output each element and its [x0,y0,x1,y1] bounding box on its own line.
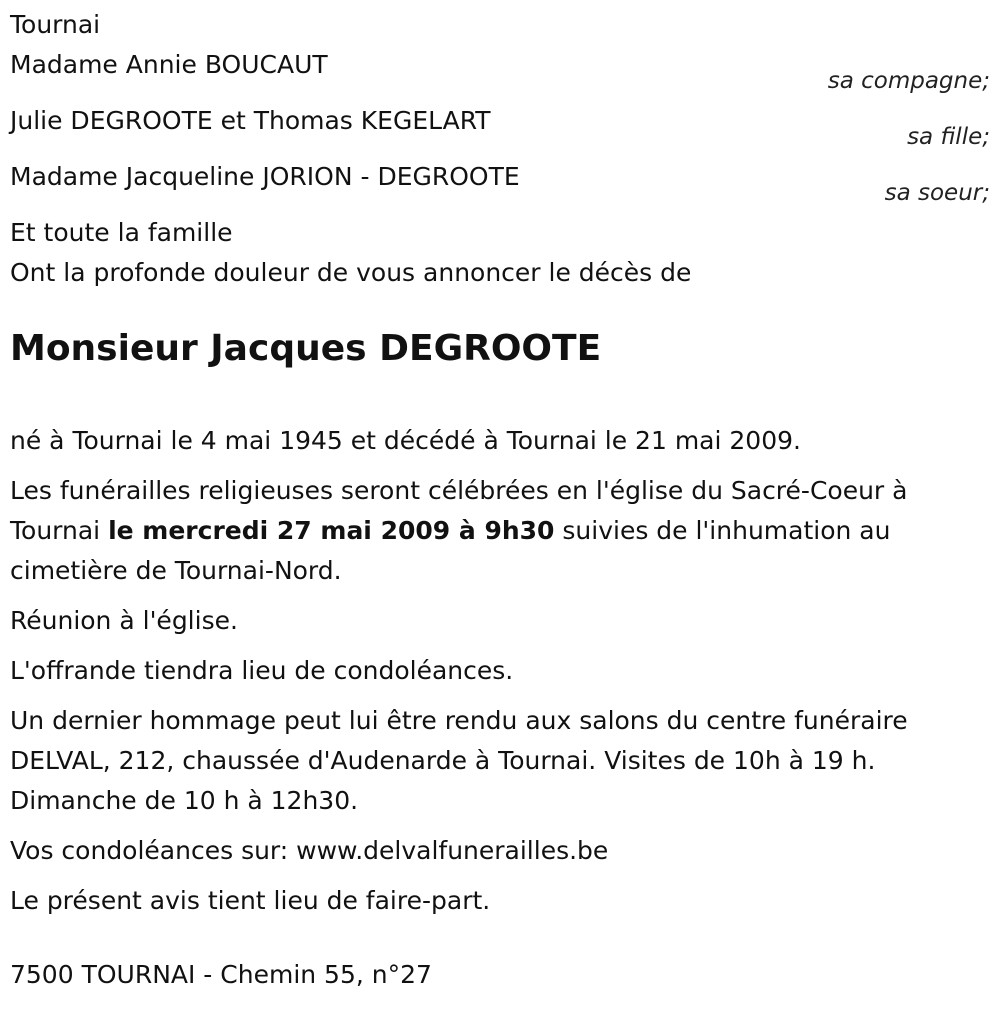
city-label: Tournai [10,10,101,39]
mourner-relation: sa fille; [907,124,990,150]
notice-info: Le présent avis tient lieu de faire-part. [10,886,491,915]
mourner-name: Madame Jacqueline JORION - DEGROOTE [10,162,520,191]
funeral-text-end: suivies de l'inhumation au cimetière de Tournai-Nord. [10,516,891,585]
funeral-details [10,471,990,591]
mourner-name: Julie DEGROOTE et Thomas KEGELART [10,106,491,135]
tribute-info: Un dernier hommage peut lui être rendu aux salons du centre funéraire DELVAL, 212, chaussée d'Audenarde à Tournai. Visites de 10h à 19 h. Dimanche de 10 h à 12h30. [10,706,908,815]
mourner-name: Madame Annie BOUCAUT [10,50,328,79]
family-address: 7500 TOURNAI - Chemin 55, n°27 [10,960,432,989]
funeral-date: le mercredi 27 mai 2009 à 9h30 [108,516,555,545]
mourner-relation: sa soeur; [884,180,990,206]
family-line: Et toute la famille [10,218,233,247]
meeting-info: Réunion à l'église. [10,606,238,635]
funeral-text-start: Les funérailles religieuses seront célébrées en l'église du Sacré-Coeur à Tournai [10,476,908,545]
announcement-line: Ont la profonde douleur de vous annoncer le décès de [10,258,692,287]
condolences-info: Vos condoléances sur: www.delvalfunerailles.be [10,836,609,865]
birth-death-dates: né à Tournai le 4 mai 1945 et décédé à Tournai le 21 mai 2009. [10,426,801,455]
mourner-relation: sa compagne; [827,68,990,94]
obituary-notice [10,5,990,995]
deceased-name: Monsieur Jacques DEGROOTE [10,328,602,369]
offering-info: L'offrande tiendra lieu de condoléances. [10,656,514,685]
